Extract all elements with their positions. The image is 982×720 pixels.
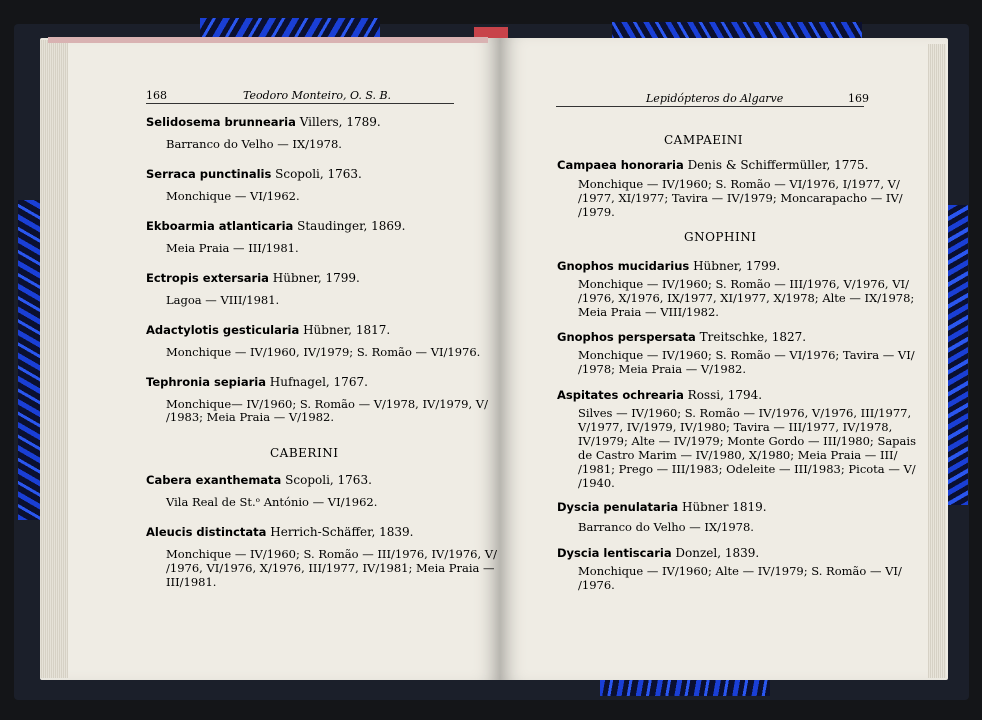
record-line: /1978; Meia Praia — V/1982. <box>578 362 746 376</box>
record-line: /1979. <box>578 205 615 219</box>
record-line: Monchique — IV/1960, IV/1979; S. Romão — VI/1976. <box>166 345 481 359</box>
record-line: Barranco do Velho — IX/1978. <box>578 520 754 534</box>
species-author: Hufnagel, 1767. <box>269 375 368 389</box>
species-author: Hübner 1819. <box>681 500 767 514</box>
species-entry <box>146 375 368 390</box>
species-entry <box>146 115 381 130</box>
species-entry <box>557 388 762 403</box>
record-line: /1940. <box>578 476 615 490</box>
species-name: Gnophos perspersata <box>557 330 696 344</box>
species-author: Hübner, 1799. <box>693 259 781 273</box>
record-line: Monchique — IV/1960; S. Romão — VI/1976; Tavira — VI/ <box>578 348 915 362</box>
record-line: /1981; Prego — III/1983; Odeleite — III/1983; Picota — V/ <box>578 462 916 476</box>
header-rule <box>556 106 864 107</box>
species-author: Scopoli, 1763. <box>275 167 362 181</box>
section-heading: CABERINI <box>270 446 339 460</box>
record-line: Monchique — IV/1960; S. Romão — III/1976, IV/1976, V/ <box>166 547 497 561</box>
marbled-endpaper <box>200 18 380 38</box>
species-name: Serraca punctinalis <box>146 167 272 181</box>
page-number: 169 <box>848 92 869 105</box>
species-entry <box>557 500 767 515</box>
species-author: Hübner, 1817. <box>303 323 391 337</box>
species-author: Scopoli, 1763. <box>285 473 372 487</box>
running-head: Lepidópteros do Algarve <box>646 92 784 105</box>
species-name: Ekboarmia atlanticaria <box>146 219 294 233</box>
record-line: /1976, X/1976, IX/1977, XI/1977, X/1978; Alte — IX/1978; <box>578 291 915 305</box>
species-entry <box>557 546 759 561</box>
species-entry <box>146 271 360 286</box>
species-entry <box>557 330 806 345</box>
species-entry <box>146 473 372 488</box>
species-name: Aspitates ochrearia <box>557 388 684 402</box>
species-name: Gnophos mucidarius <box>557 259 690 273</box>
species-author: Herrich-Schäffer, 1839. <box>270 525 414 539</box>
species-name: Ectropis extersaria <box>146 271 269 285</box>
record-line: Monchique — IV/1960; S. Romão — VI/1976, I/1977, V/ <box>578 177 900 191</box>
record-line: Vila Real de St.ᵒ António — VI/1962. <box>166 495 378 509</box>
species-name: Tephronia sepiaria <box>146 375 266 389</box>
section-heading: CAMPAEINI <box>664 133 744 147</box>
record-line: V/1977, IV/1979, IV/1980; Tavira — III/1977, IV/1978, <box>578 420 893 434</box>
section-heading: GNOPHINI <box>684 230 757 244</box>
species-name: Dyscia lentiscaria <box>557 546 672 560</box>
marbled-endpaper <box>600 680 770 696</box>
page-edges <box>928 44 946 678</box>
species-name: Adactylotis gesticularia <box>146 323 300 337</box>
page-edges <box>40 40 68 678</box>
record-line: /1976. <box>578 578 615 592</box>
species-name: Selidosema brunnearia <box>146 115 296 129</box>
record-line: /1983; Meia Praia — V/1982. <box>166 410 334 424</box>
page-number: 168 <box>146 89 167 102</box>
species-author: Denis & Schiffermüller, 1775. <box>687 158 869 172</box>
header-rule <box>146 103 454 104</box>
species-entry <box>146 167 362 182</box>
marbled-endpaper <box>948 205 968 505</box>
species-author: Donzel, 1839. <box>675 546 760 560</box>
record-line: III/1981. <box>166 575 217 589</box>
running-head: Teodoro Monteiro, O. S. B. <box>243 89 392 102</box>
record-line: /1977, XI/1977; Tavira — IV/1979; Moncarapacho — IV/ <box>578 191 903 205</box>
record-line: Lagoa — VIII/1981. <box>166 293 280 307</box>
species-entry <box>557 259 780 274</box>
species-name: Cabera exanthemata <box>146 473 282 487</box>
record-line: Monchique — IV/1960; Alte — IV/1979; S. Romão — VI/ <box>578 564 902 578</box>
species-author: Treitschke, 1827. <box>699 330 807 344</box>
species-name: Aleucis distinctata <box>146 525 267 539</box>
species-author: Villers, 1789. <box>299 115 381 129</box>
marbled-endpaper <box>18 200 40 520</box>
record-line: de Castro Marim — IV/1980, X/1980; Meia Praia — III/ <box>578 448 898 462</box>
record-line: /1976, VI/1976, X/1976, III/1977, IV/1981; Meia Praia — <box>166 561 495 575</box>
species-entry <box>146 525 413 540</box>
record-line: Monchique — VI/1962. <box>166 189 300 203</box>
species-author: Rossi, 1794. <box>687 388 763 402</box>
record-line: Monchique — IV/1960; S. Romão — III/1976, V/1976, VI/ <box>578 277 909 291</box>
species-author: Staudinger, 1869. <box>297 219 406 233</box>
record-line: Monchique— IV/1960; S. Romão — V/1978, IV/1979, V/ <box>166 397 488 411</box>
species-name: Dyscia penulataria <box>557 500 679 514</box>
record-line: Silves — IV/1960; S. Romão — IV/1976, V/1976, III/1977, <box>578 406 912 420</box>
page-top-edge <box>48 37 488 43</box>
species-entry <box>146 323 390 338</box>
species-entry <box>557 158 868 173</box>
record-line: Barranco do Velho — IX/1978. <box>166 137 342 151</box>
species-name: Campaea honoraria <box>557 158 684 172</box>
species-entry <box>146 219 405 234</box>
species-author: Hübner, 1799. <box>272 271 360 285</box>
record-line: Meia Praia — III/1981. <box>166 241 299 255</box>
record-line: IV/1979; Alte — IV/1979; Monte Gordo — III/1980; Sapais <box>578 434 916 448</box>
record-line: Meia Praia — VIII/1982. <box>578 305 719 319</box>
